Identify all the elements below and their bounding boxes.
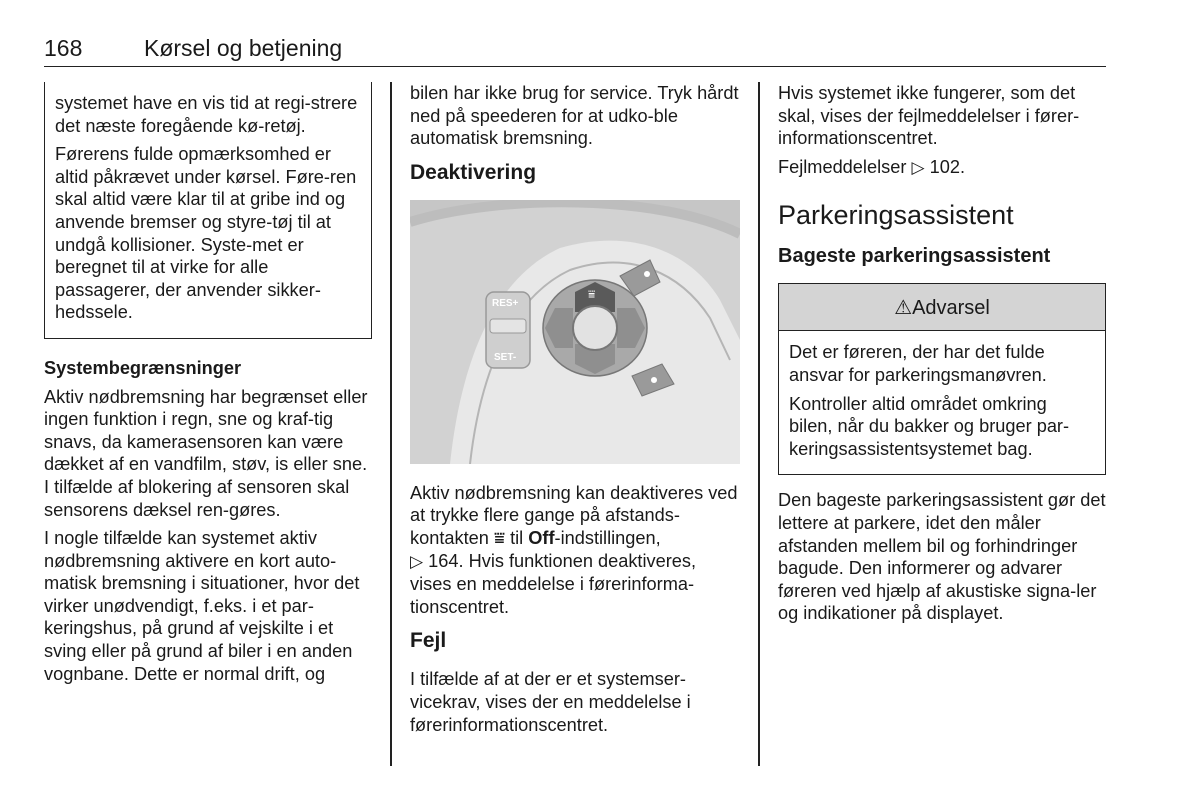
- body-paragraph: Den bageste parkeringsassistent gør det lettere at parkere, idet den måler afstanden mellem bil og forhindringer bagude. Den informerer og advarer føreren ved hjælp af akustiske signa-ler og indikationer på displayet.: [778, 490, 1106, 624]
- body-paragraph: Hvis systemet ikke fungerer, som det skal, vises der fejlmeddelelser i fører-informationscentret.: [778, 83, 1080, 149]
- body-paragraph: I nogle tilfælde kan systemet aktiv nødbremsning aktivere en kort auto-matisk bremsning i situationer, hvor det virker unødvendigt, f.eks. i et par-keringshus, på grund af vejskilte i et sving eller på grund af biler i en anden vognbane. Dette er normal drift, og: [44, 528, 360, 684]
- running-title: Kørsel og betjening: [144, 35, 343, 61]
- page-reference-icon: ▷: [410, 551, 424, 571]
- page-reference-icon: ▷: [911, 157, 925, 177]
- column-right: [778, 82, 1106, 631]
- column-divider: [390, 82, 392, 766]
- warning-icon: ⚠: [894, 297, 913, 320]
- body-paragraph: I tilfælde af at der er et systemser-vicekrav, vises der en meddelelse i førerinformationscentret.: [410, 669, 691, 735]
- text-fragment: 164. Hvis funktionen deaktiveres, vises en meddelelse i førerinforma-tionscentret.: [410, 550, 697, 617]
- note-paragraph: Førerens fulde opmærksomhed er altid påkrævet under kørsel. Føre-ren skal altid være klar til at gribe ind og anvende bremser og styre-tøj til at undgå kollisioner. Syste-met er beregnet til at virke for alle passagerer, der anvender sikker-hedssele.: [55, 144, 357, 323]
- off-setting-label: Off: [528, 527, 555, 548]
- heading-bageste-parkeringsassistent: Bageste parkeringsassistent: [778, 245, 1051, 268]
- column-left: [44, 82, 372, 691]
- column-middle: [410, 82, 740, 742]
- column-divider: [758, 82, 760, 766]
- distance-switch-icon: ⩸: [493, 527, 505, 548]
- text-fragment: -indstillingen,: [554, 527, 661, 548]
- body-paragraph: bilen har ikke brug for service. Tryk hårdt ned på speederen for at udko-ble automatisk bremsning.: [410, 83, 739, 149]
- note-paragraph: systemet have en vis tid at regi-strere det næste foregående kø-retøj.: [55, 93, 358, 136]
- phone-icon: [651, 377, 657, 383]
- warning-body: [779, 331, 1105, 474]
- warning-box: [778, 283, 1106, 475]
- distance-switch-icon: ⩸: [588, 286, 596, 301]
- text-fragment: Fejlmeddelelser: [778, 156, 907, 177]
- text-fragment: til: [510, 527, 524, 548]
- voice-icon: [644, 271, 650, 277]
- text-fragment: 102.: [929, 156, 965, 177]
- page-header: [44, 32, 1106, 67]
- subheading-systembegraensninger: Systembegrænsninger: [44, 357, 242, 378]
- body-paragraph: Aktiv nødbremsning har begrænset eller ingen funktion i regn, sne og kraf-tig snavs, da kamerasensoren kan være dækket af en vandfilm, støv, is eller sne. I tilfælde af blokering af sensoren skal sensorens dæksel ren-gøres.: [44, 386, 368, 520]
- set-label: SET-: [494, 351, 517, 363]
- steering-wheel-figure: [410, 200, 740, 464]
- warning-paragraph: Kontroller altid området omkring bilen, når du bakker og bruger par-keringsassistentsystemet bag.: [789, 393, 1070, 459]
- warning-header: [779, 284, 1105, 331]
- note-box: [44, 82, 372, 339]
- res-label: RES+: [492, 297, 519, 309]
- warning-paragraph: Det er føreren, der har det fulde ansvar for parkeringsmanøvren.: [789, 342, 1047, 385]
- heading-deaktivering: Deaktivering: [410, 160, 537, 184]
- body-paragraph-reference: [778, 156, 1106, 180]
- steering-wheel-illustration: [410, 200, 740, 464]
- body-paragraph-deaktivering: [410, 482, 740, 619]
- warning-title: Advarsel: [912, 297, 990, 320]
- text-fragment: Aktiv nødbremsning kan deaktiveres ved at trykke flere gange på afstands-kontakten: [410, 482, 738, 548]
- page-number: 168: [44, 35, 83, 61]
- heading-fejl: Fejl: [410, 629, 447, 653]
- heading-parkeringsassistent: Parkeringsassistent: [778, 200, 1014, 231]
